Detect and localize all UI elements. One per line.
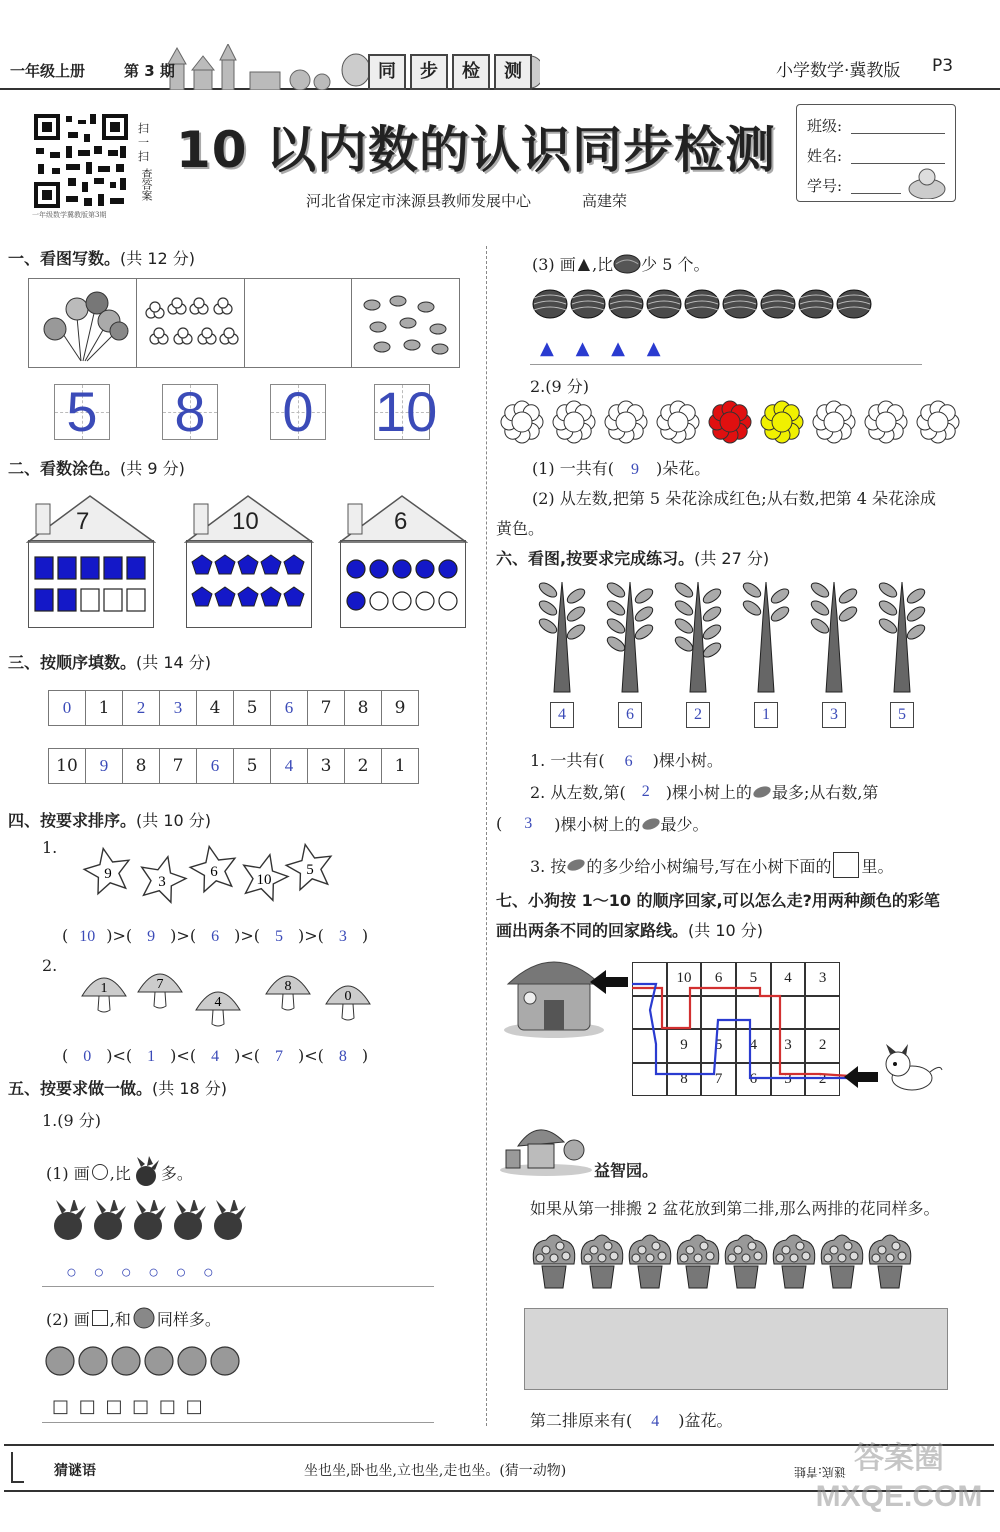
house-body xyxy=(340,540,466,628)
balloon-icon xyxy=(29,279,135,365)
paren: ( xyxy=(253,926,260,945)
cartoon-animal-icon xyxy=(903,167,951,199)
compare-sign: > xyxy=(304,926,318,945)
banner-char: 同 xyxy=(368,54,406,90)
maze-cell[interactable] xyxy=(632,962,667,996)
compare-sign: > xyxy=(240,926,254,945)
riddle-label: 猜谜语 xyxy=(54,1463,96,1479)
section-2-heading: 二、看数涂色。(共 9 分) xyxy=(8,459,185,478)
compare-sign: > xyxy=(112,926,126,945)
leaf-icon xyxy=(752,784,772,800)
triangle-icon: ▲ xyxy=(577,254,591,273)
star-shape xyxy=(84,849,129,894)
answer-digit-box[interactable]: 10 xyxy=(375,380,438,443)
flower[interactable] xyxy=(553,401,595,443)
house-hut-icon xyxy=(502,950,608,1040)
watermelon xyxy=(685,290,719,318)
maze-cell[interactable] xyxy=(736,996,771,1030)
maze-cell[interactable]: 6 xyxy=(736,1063,771,1097)
arrow-left-icon xyxy=(590,970,630,994)
paren: ) xyxy=(234,926,241,945)
mushroom-number: 1 xyxy=(100,981,108,996)
flowerpot xyxy=(725,1235,767,1288)
sequence-row-descending xyxy=(48,748,419,784)
house-number: 7 xyxy=(76,508,90,535)
ordering-answer[interactable]: 4 xyxy=(211,1048,220,1065)
maze-cell[interactable] xyxy=(632,1063,667,1097)
answer-baseline xyxy=(530,364,922,365)
paren: ( xyxy=(189,926,197,945)
flower-count-question: (1) 一共有( 9 )朵花。 xyxy=(532,459,711,478)
compare-sign: > xyxy=(176,926,190,945)
star-shape xyxy=(142,857,186,903)
qr-caption: 一年级数学冀教版第3期 xyxy=(32,211,107,219)
section-3-heading: 三、按顺序填数。(共 14 分) xyxy=(8,653,212,672)
page-number: P3 xyxy=(932,56,954,76)
picture-table xyxy=(28,278,460,368)
pentagon-shapes[interactable] xyxy=(187,541,311,627)
mushroom-shape xyxy=(138,974,182,1008)
qr-hint-char: 扫 xyxy=(138,150,149,163)
paren: ( xyxy=(62,926,69,945)
answer-baseline xyxy=(42,1286,434,1287)
answer-number-cell[interactable]: 9 xyxy=(86,749,123,783)
numbering-instruction: 3. 按 的多少给小树编号,写在小树下面的 里。 xyxy=(530,852,893,878)
candy-cell xyxy=(352,279,459,367)
puzzle-label: 益智园。 xyxy=(594,1161,659,1180)
circle-icon xyxy=(92,1164,108,1180)
star-number: 9 xyxy=(104,866,112,882)
section-6-heading: 六、看图,按要求完成练习。(共 27 分) xyxy=(496,549,770,568)
paren: ) xyxy=(170,1046,177,1065)
clover-icon xyxy=(137,279,243,365)
watermelon xyxy=(609,290,643,318)
maze-cell[interactable] xyxy=(805,996,840,1030)
header-bar xyxy=(0,40,1000,100)
mushroom-number: 8 xyxy=(284,979,292,994)
student-info-box xyxy=(796,104,956,202)
compare-sign: < xyxy=(112,1046,126,1065)
ordering-answer[interactable]: 1 xyxy=(147,1048,156,1065)
paren: ( xyxy=(189,1046,197,1065)
maze-cell[interactable]: 10 xyxy=(667,962,702,996)
maze-cell[interactable]: 3 xyxy=(805,962,840,996)
riddle-text: 坐也坐,卧也坐,立也坐,走也坐。(猜一动物) xyxy=(304,1463,567,1479)
maze-cell[interactable]: 5 xyxy=(701,1029,736,1063)
mushroom-number: 0 xyxy=(344,989,352,1004)
paren: ( xyxy=(62,1046,69,1065)
tree xyxy=(605,580,655,692)
answer-digit-box[interactable]: 0 xyxy=(270,384,326,440)
paren: ( xyxy=(253,1046,260,1065)
flower[interactable] xyxy=(605,401,647,443)
flower-coloring-question-cont: 黄色。 xyxy=(496,519,545,538)
house-number: 10 xyxy=(232,508,259,535)
star-shape xyxy=(244,855,288,901)
house-number: 6 xyxy=(394,508,408,535)
mushroom-number: 7 xyxy=(156,977,164,992)
paren: ( xyxy=(317,926,324,945)
mushroom-shape xyxy=(326,986,370,1020)
qr-code[interactable] xyxy=(32,112,130,210)
column-divider xyxy=(486,246,487,1426)
paren: ( xyxy=(125,926,133,945)
qr-code-icon xyxy=(32,112,130,210)
paren: ) xyxy=(361,1046,369,1065)
given-number-cell: 2 xyxy=(345,749,382,783)
ordering-answer[interactable]: 6 xyxy=(211,928,220,945)
watermelon xyxy=(571,290,605,318)
watermelon xyxy=(799,290,833,318)
maze-cell[interactable] xyxy=(667,996,702,1030)
ordering-answer[interactable]: 5 xyxy=(274,928,283,945)
leaf-most-question: 2. 从左数,第( 2 )棵小树上的 最多;从右数,第 xyxy=(530,782,879,802)
flower-count-answer[interactable]: 9 xyxy=(631,461,639,478)
author-name: 高建荣 xyxy=(582,192,628,210)
watermark: 答案圈 MXQE.COM xyxy=(815,1442,983,1513)
house xyxy=(26,494,156,630)
puzzle-answer-line: 第二排原来有( 4 )盆花。 xyxy=(530,1411,733,1430)
star-number: 5 xyxy=(306,862,314,878)
tree xyxy=(741,580,791,692)
balloons-cell xyxy=(29,279,137,367)
orange-icon xyxy=(131,1306,157,1330)
ordering-answer[interactable]: 9 xyxy=(147,928,156,945)
maze-cell[interactable]: 2 xyxy=(805,1063,840,1097)
watermelon-question: (3) 画 ▲ ,比 少 5 个。 xyxy=(532,254,710,274)
banner-char: 检 xyxy=(452,54,490,90)
tree-count-answer[interactable]: 6 xyxy=(624,753,633,770)
drawn-triangles-answer[interactable]: ▲ ▲ ▲ ▲ xyxy=(540,338,669,359)
mushroom-shape xyxy=(196,992,240,1026)
leaf-least-question: ( 3 )棵小树上的 最少。 xyxy=(496,814,709,834)
tree xyxy=(537,580,587,692)
mushroom-shape xyxy=(266,976,310,1010)
clover-cell xyxy=(137,279,245,367)
house-roof-icon xyxy=(26,494,156,544)
paren: ) xyxy=(106,926,113,945)
mushroom-number: 4 xyxy=(214,995,222,1010)
answer-drawing-area[interactable] xyxy=(524,1308,948,1390)
question-number: 1.(9 分) xyxy=(42,1111,102,1130)
answer-baseline xyxy=(42,1422,434,1423)
maze-cell[interactable]: 2 xyxy=(805,1029,840,1063)
grade-label: 一年级上册 xyxy=(10,62,86,80)
flowerpot-row xyxy=(530,1230,930,1292)
tree-number-box[interactable]: 3 xyxy=(822,702,846,728)
flower[interactable] xyxy=(761,401,803,443)
flowerpot xyxy=(581,1235,623,1288)
question-number: 2. xyxy=(42,956,58,975)
trees-row xyxy=(530,576,940,696)
answer-number-cell[interactable]: 0 xyxy=(49,691,86,725)
mushroom-house-icon xyxy=(498,1116,594,1176)
ordering-answer[interactable]: 3 xyxy=(338,928,347,945)
qr-hint-char: 一 xyxy=(138,136,149,149)
maze-cell[interactable] xyxy=(632,996,667,1030)
flower-row xyxy=(498,398,968,446)
house-body xyxy=(186,540,312,628)
tree xyxy=(809,580,859,692)
house-body xyxy=(28,540,154,628)
qr-hint-char: 扫 xyxy=(138,122,149,135)
watermelon-row xyxy=(532,286,882,322)
ordering-answer[interactable]: 8 xyxy=(338,1048,347,1065)
given-number-cell: 4 xyxy=(197,691,234,725)
star-shape xyxy=(190,847,235,892)
given-number-cell: 1 xyxy=(86,691,123,725)
leaf-most-answer[interactable]: 2 xyxy=(641,782,650,800)
answer-number-cell[interactable]: 2 xyxy=(123,691,160,725)
orange-question: (2) 画 ,和 同样多。 xyxy=(46,1306,221,1330)
drawn-circles-answer[interactable]: ○ ○ ○ ○ ○ ○ xyxy=(66,1262,220,1282)
flower[interactable] xyxy=(501,401,543,443)
mushrooms-group xyxy=(78,964,388,1028)
maze-cell[interactable] xyxy=(632,1029,667,1063)
class-field[interactable]: 班级: xyxy=(807,115,947,136)
maze-cell[interactable]: 3 xyxy=(771,1029,806,1063)
given-number-cell: 1 xyxy=(394,756,406,776)
given-number-cell: 3 xyxy=(308,749,345,783)
watermelon-icon xyxy=(613,253,641,275)
tree xyxy=(877,580,927,692)
leaf-icon xyxy=(641,816,661,832)
corner-ornament-icon xyxy=(6,1450,26,1486)
flowerpot xyxy=(533,1235,575,1288)
subject-label: 小学数学·冀教版 xyxy=(776,61,901,81)
given-number-cell: 5 xyxy=(234,749,271,783)
given-number-cell: 10 xyxy=(49,749,86,783)
maze-cell[interactable]: 5 xyxy=(736,962,771,996)
compare-sign: < xyxy=(176,1046,190,1065)
paren: ) xyxy=(297,1046,305,1065)
answer-digit-box[interactable]: 5 xyxy=(54,384,110,440)
puzzle-answer[interactable]: 4 xyxy=(651,1413,660,1430)
issue-label: 第 3 期 xyxy=(124,62,175,80)
radish-question: (1) 画 ,比 多。 xyxy=(46,1156,193,1188)
maze-cell[interactable] xyxy=(701,996,736,1030)
empty-cell xyxy=(245,279,353,367)
square-shapes[interactable] xyxy=(29,541,153,627)
arrow-left-icon xyxy=(844,1066,880,1088)
flowerpot xyxy=(773,1235,815,1288)
paren: ) xyxy=(170,926,177,945)
maze-cell[interactable]: 9 xyxy=(667,1029,702,1063)
flower-coloring-question: (2) 从左数,把第 5 朵花涂成红色;从右数,把第 4 朵花涂成 xyxy=(532,489,937,508)
paren: ) xyxy=(361,926,369,945)
given-number-cell: 8 xyxy=(345,691,382,725)
tree-number-box[interactable]: 2 xyxy=(686,702,710,728)
answer-number-cell[interactable]: 3 xyxy=(160,691,197,725)
page-title: 10 以内数的认识同步检测 xyxy=(176,121,776,179)
box-icon xyxy=(833,852,859,878)
castle-decoration xyxy=(160,44,340,90)
flowerpot xyxy=(677,1235,719,1288)
square-icon xyxy=(92,1310,108,1326)
paren: ( xyxy=(317,1046,324,1065)
stars-group xyxy=(78,842,348,906)
maze-cell[interactable]: 6 xyxy=(701,962,736,996)
star-number: 10 xyxy=(256,872,272,888)
maze-cell[interactable]: 4 xyxy=(771,962,806,996)
id-field[interactable]: 学号: xyxy=(807,175,947,196)
drawn-squares-answer[interactable]: □ □ □ □ □ □ xyxy=(52,1396,205,1417)
leaf-least-answer[interactable]: 3 xyxy=(524,814,533,832)
star-number: 6 xyxy=(210,864,218,880)
leaf-icon xyxy=(566,857,586,873)
maze-grid[interactable] xyxy=(632,962,840,1096)
tree-number-box[interactable]: 6 xyxy=(618,702,642,728)
banner-char: 步 xyxy=(410,54,448,90)
paren: ) xyxy=(297,926,305,945)
maze-cell[interactable]: 3 xyxy=(771,1063,806,1097)
given-number-cell: 8 xyxy=(123,749,160,783)
star-number: 3 xyxy=(158,874,166,890)
flower[interactable] xyxy=(709,401,751,443)
flower[interactable] xyxy=(917,401,959,443)
orange-row xyxy=(44,1344,244,1378)
name-field[interactable]: 姓名: xyxy=(807,145,947,166)
section-7-heading: 七、小狗按 1～10 的顺序回家,可以怎么走?用两种颜色的彩笔 xyxy=(496,891,940,910)
house xyxy=(184,494,314,630)
watermelon xyxy=(533,290,567,318)
flowerpot xyxy=(821,1235,863,1288)
star-shape xyxy=(286,845,331,890)
maze-cell[interactable]: 7 xyxy=(701,1063,736,1097)
flower[interactable] xyxy=(657,401,699,443)
banner-char: 测 xyxy=(494,54,532,90)
compare-sign: < xyxy=(240,1046,254,1065)
watermelon xyxy=(723,290,757,318)
circle-shapes[interactable] xyxy=(341,541,465,627)
ordering-answer-line xyxy=(62,1046,462,1066)
question-number: 1. xyxy=(42,838,58,857)
radish-icon xyxy=(131,1156,161,1188)
flowerpot xyxy=(629,1235,671,1288)
author-org: 河北省保定市涞源县教师发展中心 xyxy=(306,192,532,210)
paren: ) xyxy=(234,1046,241,1065)
question-number: 2.(9 分) xyxy=(530,377,590,396)
ordering-answer[interactable]: 10 xyxy=(79,928,96,945)
answer-number-cell[interactable]: 6 xyxy=(271,691,308,725)
flowerpot xyxy=(869,1235,911,1288)
tree-number-box[interactable]: 5 xyxy=(890,702,914,728)
paren: ( xyxy=(125,1046,133,1065)
tree-number-box[interactable]: 4 xyxy=(550,702,574,728)
watermelon xyxy=(647,290,681,318)
banner xyxy=(340,48,540,92)
ordering-answer-line xyxy=(62,926,462,946)
maze-cell[interactable]: 8 xyxy=(667,1063,702,1097)
answer-number-cell[interactable]: 6 xyxy=(197,749,234,783)
radish-row xyxy=(50,1200,260,1244)
qr-hint-char: 查答案 xyxy=(140,168,153,201)
given-number-cell: 9 xyxy=(394,698,406,718)
puzzle-text: 如果从第一排搬 2 盆花放到第二排,那么两排的花同样多。 xyxy=(530,1199,940,1218)
answer-digit-box[interactable]: 8 xyxy=(162,384,218,440)
ordering-answer[interactable]: 7 xyxy=(274,1048,283,1065)
section-5-heading: 五、按要求做一做。(共 18 分) xyxy=(8,1079,228,1098)
paren: ) xyxy=(106,1046,113,1065)
section-4-heading: 四、按要求排序。(共 10 分) xyxy=(8,811,212,830)
house xyxy=(338,494,468,630)
ordering-answer[interactable]: 0 xyxy=(83,1048,92,1065)
maze-cell[interactable] xyxy=(771,996,806,1030)
answer-number-cell[interactable]: 4 xyxy=(271,749,308,783)
tree-number-box[interactable]: 1 xyxy=(754,702,778,728)
given-number-cell: 5 xyxy=(234,691,271,725)
section-7-heading-cont: 画出两条不同的回家路线。(共 10 分) xyxy=(496,921,764,940)
compare-sign: < xyxy=(304,1046,318,1065)
watermelon xyxy=(837,290,871,318)
mushroom-shape xyxy=(82,978,126,1012)
sequence-row-ascending xyxy=(48,690,419,726)
maze-cell[interactable]: 4 xyxy=(736,1029,771,1063)
watermelon xyxy=(761,290,795,318)
given-number-cell: 7 xyxy=(308,691,345,725)
flower[interactable] xyxy=(865,401,907,443)
tree-count-question: 1. 一共有( 6 )棵小树。 xyxy=(530,751,723,770)
section-1-heading: 一、看图写数。(共 12 分) xyxy=(8,249,196,268)
candy-icon xyxy=(352,279,458,365)
riddle-answer: 谜底:青蛙 xyxy=(794,1465,847,1479)
given-number-cell: 7 xyxy=(160,749,197,783)
tree xyxy=(673,580,723,692)
flower[interactable] xyxy=(813,401,855,443)
dog-icon xyxy=(882,1044,946,1096)
